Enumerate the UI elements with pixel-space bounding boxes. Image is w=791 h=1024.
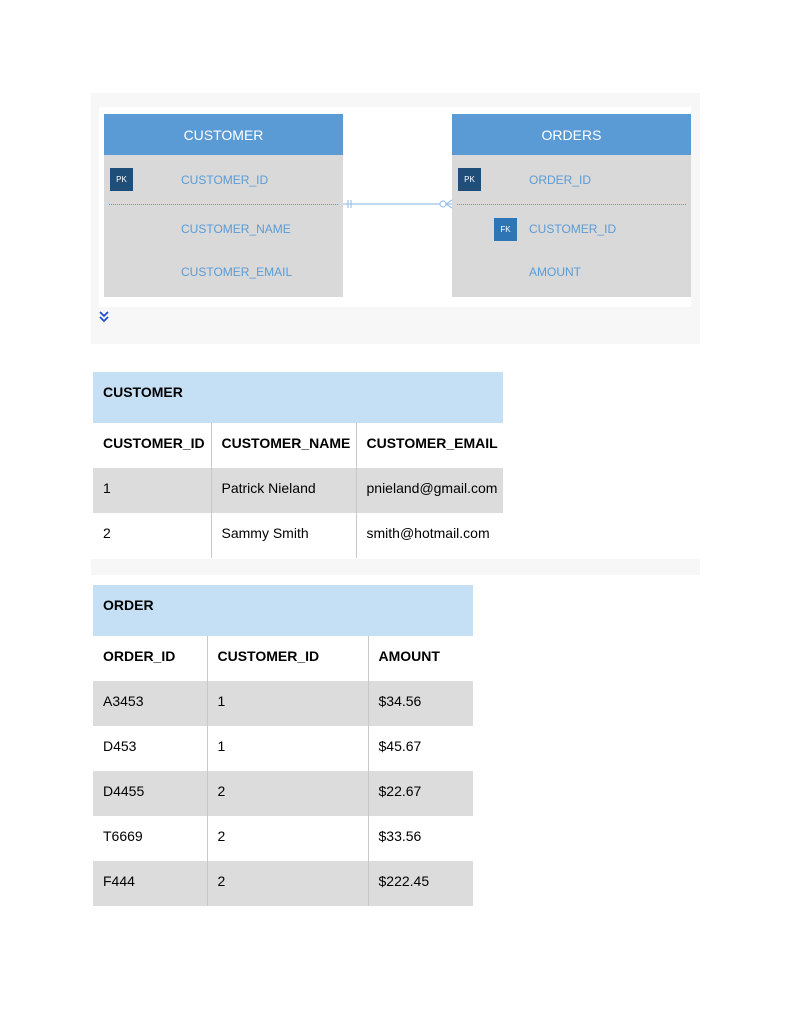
table-cell: 1 (207, 681, 368, 726)
customer-table-title: CUSTOMER (93, 372, 503, 423)
table-cell: Patrick Nieland (211, 468, 356, 513)
table-cell: 2 (207, 816, 368, 861)
table-cell: pnieland@gmail.com (356, 468, 503, 513)
erd-canvas (99, 107, 691, 307)
table-cell: 2 (207, 861, 368, 906)
table-cell: T6669 (103, 828, 143, 844)
table-cell: 1 (207, 726, 368, 771)
orders-attr-amount: AMOUNT (529, 265, 581, 279)
column-header: CUSTOMER_ID (93, 423, 211, 468)
table-row (93, 681, 473, 726)
crow-foot-bottom (446, 204, 452, 208)
table-row (93, 771, 473, 816)
column-header: AMOUNT (368, 636, 473, 681)
zero-circle (440, 201, 446, 207)
column-header: ORDER_ID (93, 636, 207, 681)
table-cell: 2 (207, 771, 368, 816)
order-table (93, 585, 473, 906)
table-cell: $22.67 (368, 771, 473, 816)
table-cell: D4455 (93, 771, 207, 816)
double-chevron-down-icon[interactable] (98, 310, 112, 324)
table-row (93, 726, 473, 771)
orders-fk-badge: FK (494, 218, 517, 241)
order-table-header-row (93, 636, 473, 681)
customer-table-header-row (93, 423, 503, 468)
table-cell: Sammy Smith (211, 513, 356, 558)
table-cell: D453 (103, 738, 137, 754)
customer-pk-badge: PK (110, 168, 133, 191)
customer-table (93, 372, 503, 558)
order-table-title: ORDER (93, 585, 473, 636)
column-header: CUSTOMER_ID (207, 636, 368, 681)
table-cell: 1 (93, 468, 211, 513)
relationship-connector[interactable] (99, 107, 691, 307)
table-row (93, 468, 503, 513)
table-cell: $34.56 (368, 681, 473, 726)
table-cell: F444 (93, 861, 207, 906)
customer-attr-name: CUSTOMER_NAME (181, 222, 291, 236)
table-cell: $33.56 (368, 816, 473, 861)
orders-entity-title: ORDERS (452, 114, 691, 155)
table-cell: $222.45 (368, 861, 473, 906)
customer-attr-id: CUSTOMER_ID (181, 173, 269, 187)
orders-attr-id: ORDER_ID (529, 173, 592, 187)
table-row (93, 861, 473, 906)
crow-foot-top (446, 200, 452, 204)
erd-panel (91, 93, 700, 344)
table-row (93, 816, 473, 861)
orders-attr-customer-id: CUSTOMER_ID (529, 222, 617, 236)
column-header: CUSTOMER_NAME (211, 423, 356, 468)
table-row (93, 513, 503, 558)
customer-entity-title: CUSTOMER (104, 114, 343, 155)
customer-attr-email: CUSTOMER_EMAIL (181, 265, 293, 279)
table-cell: 2 (103, 525, 111, 541)
table-cell: $45.67 (368, 726, 473, 771)
order-table-title-row (93, 585, 473, 636)
table-cell: A3453 (93, 681, 207, 726)
orders-pk-badge: PK (458, 168, 481, 191)
customer-table-title-row (93, 372, 503, 423)
table-cell: smith@hotmail.com (356, 513, 503, 558)
table-separator (91, 559, 700, 575)
column-header: CUSTOMER_EMAIL (356, 423, 503, 468)
